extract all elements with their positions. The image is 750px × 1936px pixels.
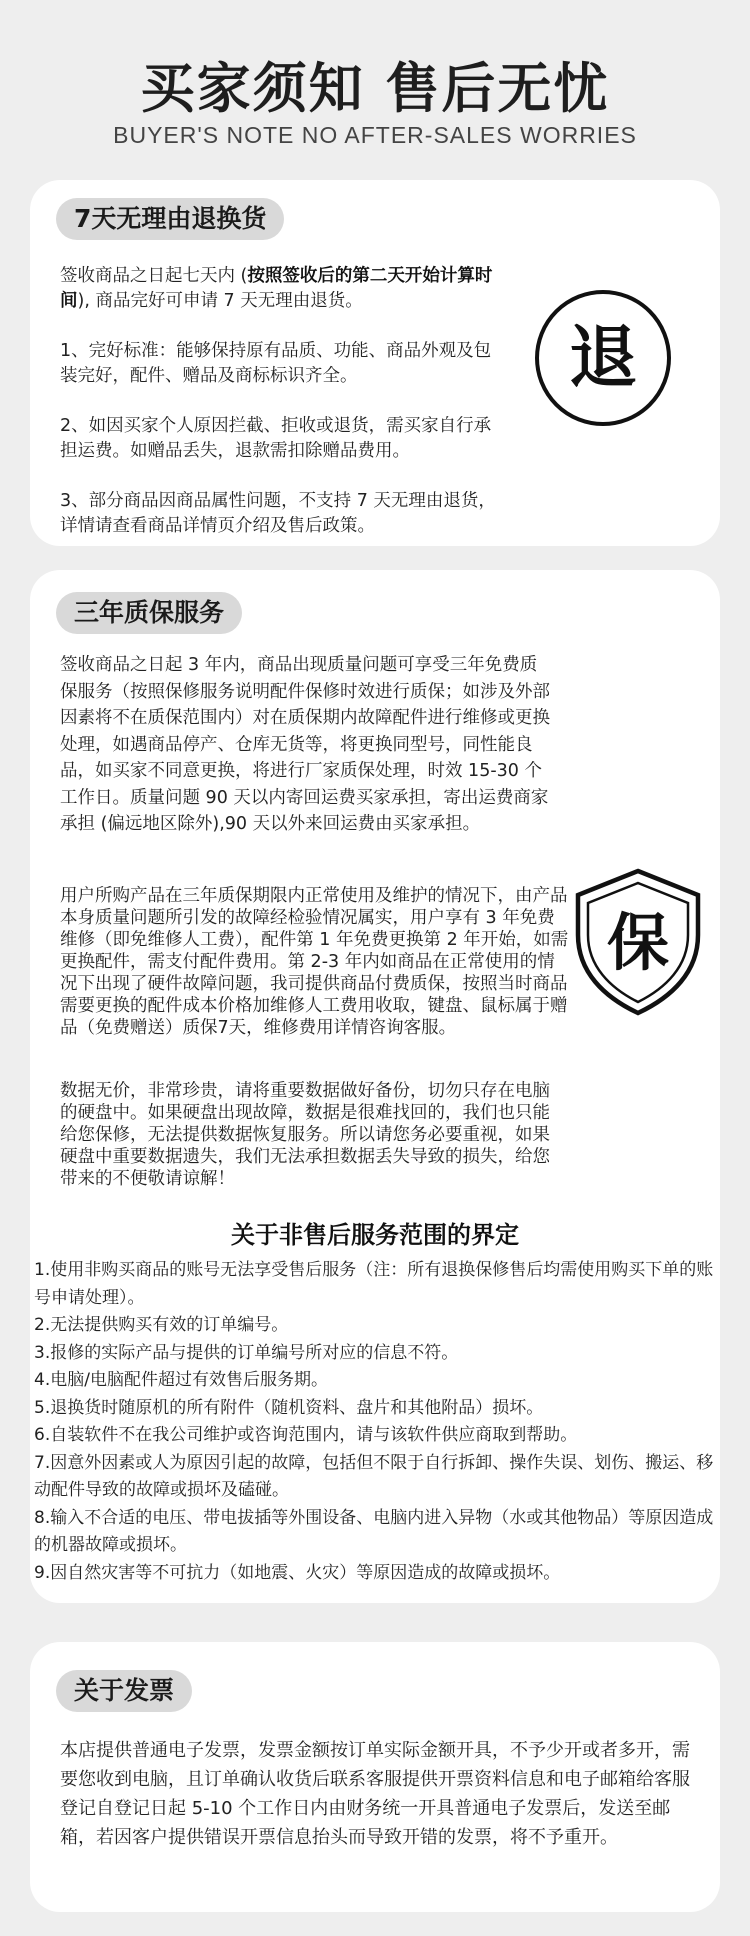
return-policy-item: 1、完好标准：能够保持原有品质、功能、商品外观及包装完好，配件、赠品及商标标识齐全。 [60, 341, 492, 386]
list-item: 2.无法提供购买有效的订单编号。 [34, 1315, 289, 1335]
invoice-body: 本店提供普通电子发票，发票金额按订单实际金额开具，不予少开或者多开，需要您收到电脑，且订单确认收货后联系客服提供开票资料信息和电子邮箱给客服登记自登记日起 5-10 个工作日内由财务统一开具普通电子发票后，发送至邮箱，若因客户提供错误开票信息抬头而导致开错的发票，将不予重开。 [60, 1740, 690, 1848]
return-policy-card [30, 180, 720, 546]
shield-icon [572, 867, 704, 1017]
warranty-heading: 三年质保服务 [56, 592, 242, 634]
list-item: 9.因自然灾害等不可抗力（如地震、火灾）等原因造成的故障或损坏。 [34, 1562, 561, 1583]
warranty-para-2: 用户所购产品在三年质保期限内正常使用及维护的情况下，由产品本身质量问题所引发的故障经检验情况属实，用户享有 3 年免费维修（即免维修人工费），配件第 1 年免费更换第 2 年开始，如需更换配件，需支付配件费用。第 2-3 年内如商品在正常使用的情况下出现了硬件故障问题，我司提供商品付费质保，按照当时商品需要更换的配件成本价格加维修人工费用收取，键盘、鼠标属于赠品（免费赠送）质保7天，维修费用详情咨询客服。 [60, 886, 569, 1038]
invoice-heading: 关于发票 [56, 1670, 192, 1712]
circle-badge-icon [533, 288, 673, 428]
warranty-para-3: 数据无价，非常珍贵，请将重要数据做好备份，切勿只存在电脑的硬盘中。如果硬盘出现故障，数据是很难找回的，我们也只能给您保修，无法提供数据恢复服务。所以请您务必要重视，如果硬盘中重要数据遗失，我们无法承担数据丢失导致的损失，给您带来的不便敬请谅解！ [60, 1081, 550, 1189]
page-title: 买家须知 售后无忧 [140, 57, 610, 120]
list-item: 6.自装软件不在我公司维护或咨询范围内，请与该软件供应商取到帮助。 [34, 1425, 578, 1445]
warranty-para-1: 签收商品之日起 3 年内，商品出现质量问题可享受三年免费质保服务（按照保修服务说明配件保修时效进行质保；如涉及外部因素将不在质保范围内）对在质保期内故障配件进行维修或更换处理，如遇商品停产、仓库无货等，将更换同型号，同性能良品，如买家不同意更换，将进行厂家质保处理，时效 15-30 个工作日。质量问题 90 天以内寄回运费买家承担，寄出运费商家承担 (偏远地区除外),90 天以外来回运费由买家承担。 [60, 655, 550, 834]
invoice-card [30, 1642, 720, 1912]
list-item: 4.电脑/电脑配件超过有效售后服务期。 [34, 1370, 328, 1390]
return-policy-text [60, 264, 508, 539]
list-item: 8.输入不合适的电压、带电拔插等外围设备、电脑内进入异物（水或其他物品）等原因造成的机器故障或损坏。 [34, 1507, 714, 1555]
return-policy-intro: 签收商品之日起七天内 (按照签收后的第二天开始计算时间), 商品完好可申请 7 天无理由退货。 [60, 266, 493, 311]
non-service-scope-list [34, 1257, 714, 1587]
return-policy-heading: 7天无理由退换货 [56, 198, 284, 240]
non-service-scope-heading: 关于非售后服务范围的界定 [231, 1221, 519, 1249]
page-subtitle: BUYER'S NOTE NO AFTER-SALES WORRIES [113, 122, 637, 148]
list-item: 5.退换货时随原机的所有附件（随机资料、盘片和其他附品）损坏。 [34, 1397, 544, 1418]
return-badge-char: 退 [568, 319, 638, 398]
warranty-card [30, 570, 720, 1603]
return-policy-item: 3、部分商品因商品属性问题，不支持 7 天无理由退货，详情请查看商品详情页介绍及售后政策。 [60, 491, 496, 536]
list-item: 1.使用非购买商品的账号无法享受售后服务（注：所有退换保修售后均需使用购买下单的账号申请处理）。 [34, 1260, 714, 1308]
list-item: 3.报修的实际产品与提供的订单编号所对应的信息不符。 [34, 1342, 459, 1363]
return-policy-item: 2、如因买家个人原因拦截、拒收或退货，需买家自行承担运费。如赠品丢失，退款需扣除赠品费用。 [60, 416, 492, 461]
page-header [0, 0, 750, 170]
list-item: 7.因意外因素或人为原因引起的故障，包括但不限于自行拆卸、操作失误、划伤、搬运、移动配件导致的故障或损坏及磕碰。 [34, 1452, 714, 1500]
return-policy-intro-bold: 按照签收后的第二天开始计算时间 [60, 266, 493, 311]
warranty-badge-char: 保 [606, 906, 670, 979]
